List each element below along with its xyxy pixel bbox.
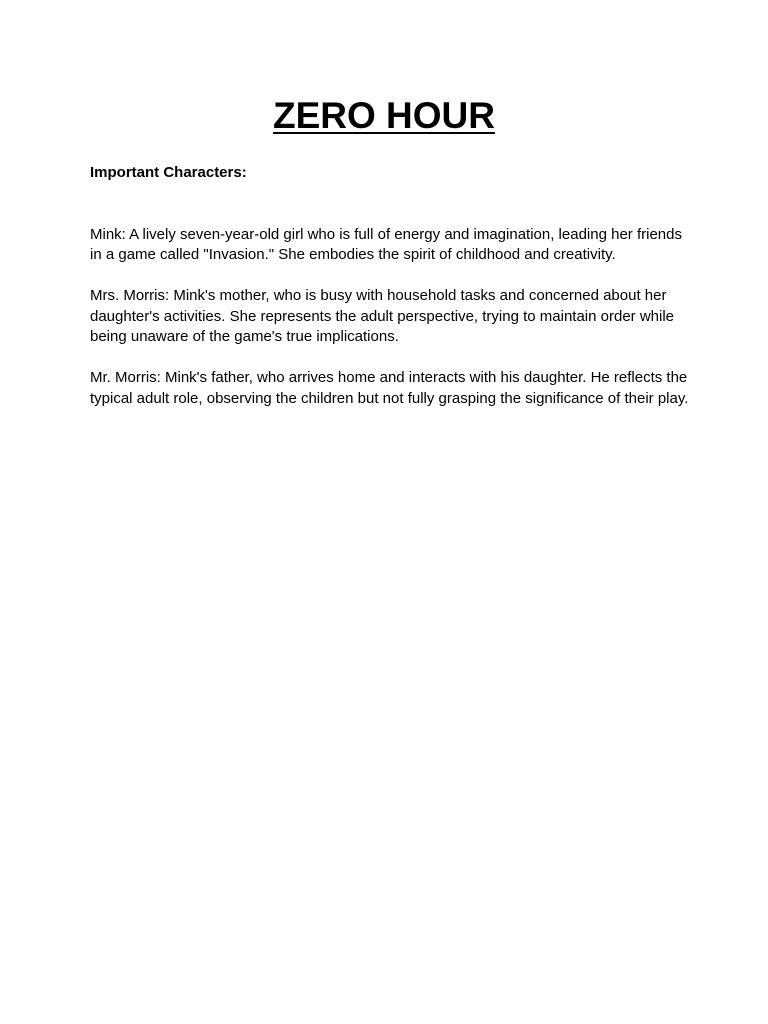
document-body xyxy=(90,163,690,430)
paragraph-mrs-morris: Mrs. Morris: Mink's mother, who is busy with household tasks and concerned about her daughter's activities. She represents the adult perspective, trying to maintain order while being unaware of the game's true implications. xyxy=(90,287,675,345)
paragraph-mink: Mink: A lively seven-year-old girl who is full of energy and imagination, leading her friends in a game called "Invasion." She embodies the spirit of childhood and creativity. xyxy=(90,225,682,263)
paragraph-mr-morris: Mr. Morris: Mink's father, who arrives home and interacts with his daughter. He reflects the typical adult role, observing the children but not fully grasping the significance of their play. xyxy=(90,369,689,407)
document-title: ZERO HOUR xyxy=(273,95,495,136)
section-heading: Important Characters: xyxy=(90,164,247,181)
